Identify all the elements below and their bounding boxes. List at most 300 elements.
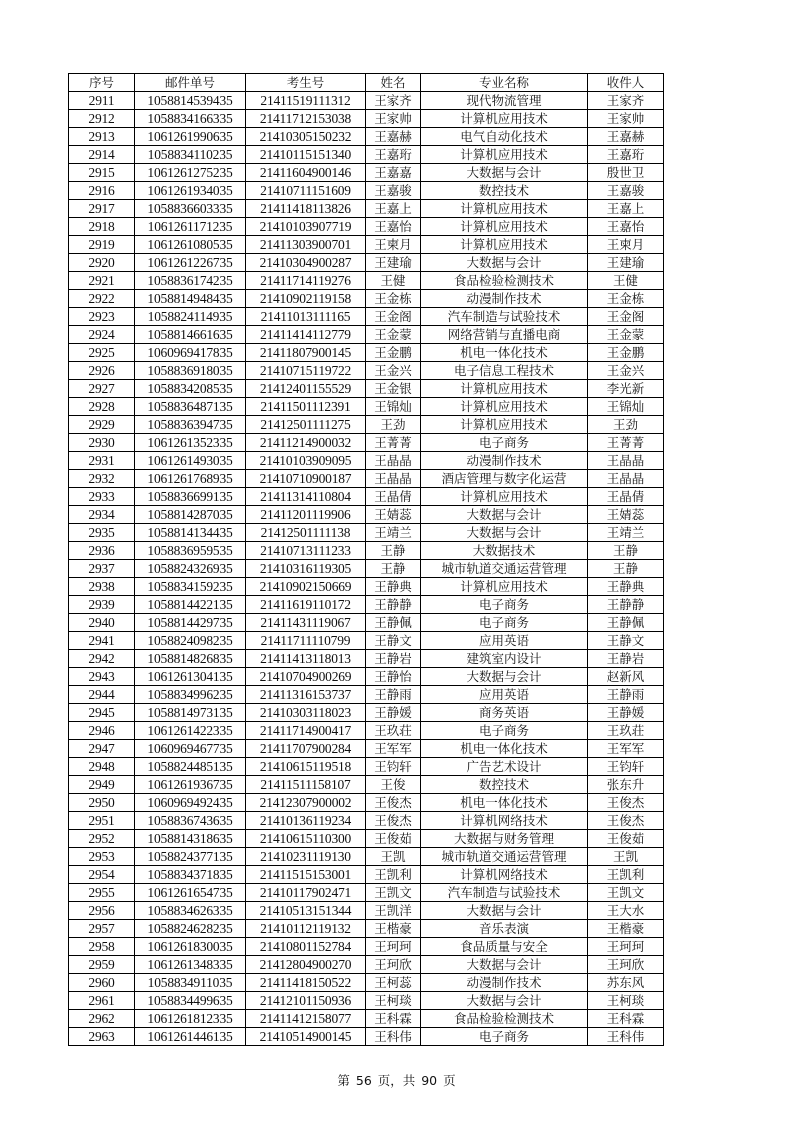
cell-serial-number: 2942	[69, 650, 135, 668]
cell-major: 动漫制作技术	[421, 290, 588, 308]
cell-recipient: 张东升	[588, 776, 664, 794]
cell-mail-number: 1058834110235	[135, 146, 246, 164]
cell-major: 机电一体化技术	[421, 740, 588, 758]
cell-mail-number: 1058834626335	[135, 902, 246, 920]
cell-candidate-number: 21411515153001	[246, 866, 366, 884]
cell-candidate-number: 21411619110172	[246, 596, 366, 614]
cell-major: 汽车制造与试验技术	[421, 308, 588, 326]
cell-recipient: 王靖兰	[588, 524, 664, 542]
cell-recipient: 王静	[588, 542, 664, 560]
cell-serial-number: 2911	[69, 92, 135, 110]
table-row	[69, 542, 664, 560]
cell-name: 王静雨	[366, 686, 421, 704]
table-row	[69, 128, 664, 146]
cell-recipient: 王科伟	[588, 1028, 664, 1046]
cell-major: 食品检验检测技术	[421, 272, 588, 290]
cell-candidate-number: 21411711110799	[246, 632, 366, 650]
table-row	[69, 398, 664, 416]
cell-major: 大数据与会计	[421, 254, 588, 272]
cell-major: 计算机应用技术	[421, 218, 588, 236]
cell-mail-number: 1061261768935	[135, 470, 246, 488]
table-row	[69, 146, 664, 164]
cell-serial-number: 2955	[69, 884, 135, 902]
cell-serial-number: 2924	[69, 326, 135, 344]
cell-mail-number: 1058836603335	[135, 200, 246, 218]
cell-mail-number: 1058834371835	[135, 866, 246, 884]
cell-major: 计算机应用技术	[421, 380, 588, 398]
cell-major: 大数据与会计	[421, 668, 588, 686]
cell-mail-number: 1058836959535	[135, 542, 246, 560]
cell-name: 王静	[366, 542, 421, 560]
cell-mail-number: 1058814429735	[135, 614, 246, 632]
table-row	[69, 776, 664, 794]
cell-candidate-number: 21410715119722	[246, 362, 366, 380]
cell-serial-number: 2920	[69, 254, 135, 272]
cell-serial-number: 2932	[69, 470, 135, 488]
table-row	[69, 560, 664, 578]
table-row	[69, 830, 664, 848]
cell-candidate-number: 21411414112779	[246, 326, 366, 344]
cell-recipient: 王柬月	[588, 236, 664, 254]
cell-recipient: 王凯文	[588, 884, 664, 902]
cell-name: 王金阁	[366, 308, 421, 326]
cell-name: 王靖兰	[366, 524, 421, 542]
cell-recipient: 王嘉上	[588, 200, 664, 218]
cell-major: 计算机网络技术	[421, 812, 588, 830]
cell-serial-number: 2918	[69, 218, 135, 236]
cell-serial-number: 2930	[69, 434, 135, 452]
cell-candidate-number: 21410514900145	[246, 1028, 366, 1046]
cell-recipient: 王晶倩	[588, 488, 664, 506]
cell-recipient: 王建瑜	[588, 254, 664, 272]
cell-candidate-number: 21411316153737	[246, 686, 366, 704]
table-row	[69, 200, 664, 218]
cell-candidate-number: 21410713111233	[246, 542, 366, 560]
cell-major: 城市轨道交通运营管理	[421, 848, 588, 866]
cell-name: 王凯利	[366, 866, 421, 884]
cell-serial-number: 2959	[69, 956, 135, 974]
cell-name: 王静	[366, 560, 421, 578]
cell-serial-number: 2963	[69, 1028, 135, 1046]
page-number-footer: 第 56 页，共 90 页	[337, 1073, 456, 1088]
cell-candidate-number: 21410103907719	[246, 218, 366, 236]
cell-candidate-number: 21411013111165	[246, 308, 366, 326]
table-row	[69, 164, 664, 182]
cell-serial-number: 2949	[69, 776, 135, 794]
cell-recipient: 王钧轩	[588, 758, 664, 776]
cell-recipient: 王嘉珩	[588, 146, 664, 164]
table-row	[69, 632, 664, 650]
cell-recipient: 王静雨	[588, 686, 664, 704]
cell-candidate-number: 21410115151340	[246, 146, 366, 164]
cell-serial-number: 2919	[69, 236, 135, 254]
cell-candidate-number: 21412101150936	[246, 992, 366, 1010]
cell-name: 王柯琰	[366, 992, 421, 1010]
table-row	[69, 308, 664, 326]
cell-name: 王静典	[366, 578, 421, 596]
cell-candidate-number: 21412501111138	[246, 524, 366, 542]
cell-recipient: 殷世卫	[588, 164, 664, 182]
cell-name: 王静佩	[366, 614, 421, 632]
cell-mail-number: 1058814287035	[135, 506, 246, 524]
table-row	[69, 902, 664, 920]
cell-major: 计算机应用技术	[421, 146, 588, 164]
cell-serial-number: 2917	[69, 200, 135, 218]
cell-candidate-number: 21410615119518	[246, 758, 366, 776]
cell-recipient: 王金兴	[588, 362, 664, 380]
table-row	[69, 326, 664, 344]
cell-recipient: 王俊杰	[588, 812, 664, 830]
cell-mail-number: 1061261348335	[135, 956, 246, 974]
table-row	[69, 920, 664, 938]
table-row	[69, 578, 664, 596]
cell-serial-number: 2935	[69, 524, 135, 542]
cell-name: 王静媛	[366, 704, 421, 722]
cell-candidate-number: 21410902150669	[246, 578, 366, 596]
cell-serial-number: 2925	[69, 344, 135, 362]
table-row	[69, 434, 664, 452]
cell-candidate-number: 21410801152784	[246, 938, 366, 956]
cell-candidate-number: 21411303900701	[246, 236, 366, 254]
cell-serial-number: 2913	[69, 128, 135, 146]
cell-serial-number: 2945	[69, 704, 135, 722]
cell-major: 计算机应用技术	[421, 578, 588, 596]
cell-candidate-number: 21410316119305	[246, 560, 366, 578]
cell-mail-number: 1058824326935	[135, 560, 246, 578]
cell-recipient: 王凯利	[588, 866, 664, 884]
cell-recipient: 王俊茹	[588, 830, 664, 848]
cell-name: 王建瑜	[366, 254, 421, 272]
cell-mail-number: 1058814539435	[135, 92, 246, 110]
cell-mail-number: 1058836174235	[135, 272, 246, 290]
cell-name: 王柯蕊	[366, 974, 421, 992]
cell-serial-number: 2944	[69, 686, 135, 704]
cell-name: 王金鹏	[366, 344, 421, 362]
cell-mail-number: 1061261830035	[135, 938, 246, 956]
cell-candidate-number: 21410304900287	[246, 254, 366, 272]
cell-name: 王玖荘	[366, 722, 421, 740]
cell-major: 酒店管理与数字化运营	[421, 470, 588, 488]
cell-mail-number: 1061261171235	[135, 218, 246, 236]
table-row	[69, 938, 664, 956]
cell-candidate-number: 21410231119130	[246, 848, 366, 866]
table-row	[69, 740, 664, 758]
cell-major: 动漫制作技术	[421, 974, 588, 992]
cell-recipient: 王珂欣	[588, 956, 664, 974]
cell-candidate-number: 21411214900032	[246, 434, 366, 452]
cell-candidate-number: 21411707900284	[246, 740, 366, 758]
cell-mail-number: 1060969492435	[135, 794, 246, 812]
cell-name: 王俊杰	[366, 812, 421, 830]
cell-candidate-number: 21412804900270	[246, 956, 366, 974]
cell-serial-number: 2931	[69, 452, 135, 470]
cell-major: 大数据与会计	[421, 524, 588, 542]
cell-serial-number: 2948	[69, 758, 135, 776]
cell-name: 王静岩	[366, 650, 421, 668]
cell-name: 王劲	[366, 416, 421, 434]
cell-mail-number: 1061261275235	[135, 164, 246, 182]
cell-name: 王钧轩	[366, 758, 421, 776]
cell-recipient: 王大水	[588, 902, 664, 920]
header-recipient: 收件人	[588, 74, 664, 92]
table-row	[69, 1028, 664, 1046]
cell-mail-number: 1058834499635	[135, 992, 246, 1010]
cell-candidate-number: 21411418113826	[246, 200, 366, 218]
table-header-row	[69, 74, 664, 92]
cell-candidate-number: 21410902119158	[246, 290, 366, 308]
cell-serial-number: 2934	[69, 506, 135, 524]
cell-major: 建筑室内设计	[421, 650, 588, 668]
cell-recipient: 王家齐	[588, 92, 664, 110]
cell-candidate-number: 21411604900146	[246, 164, 366, 182]
table-row	[69, 110, 664, 128]
cell-major: 电子商务	[421, 434, 588, 452]
cell-recipient: 王玖荘	[588, 722, 664, 740]
table-row	[69, 506, 664, 524]
cell-major: 商务英语	[421, 704, 588, 722]
cell-major: 城市轨道交通运营管理	[421, 560, 588, 578]
cell-recipient: 王锦灿	[588, 398, 664, 416]
cell-recipient: 王劲	[588, 416, 664, 434]
cell-major: 电子商务	[421, 1028, 588, 1046]
cell-candidate-number: 21410303118023	[246, 704, 366, 722]
table-row	[69, 668, 664, 686]
cell-mail-number: 1058814948435	[135, 290, 246, 308]
cell-mail-number: 1058824377135	[135, 848, 246, 866]
cell-recipient: 王静典	[588, 578, 664, 596]
cell-serial-number: 2939	[69, 596, 135, 614]
cell-name: 王柬月	[366, 236, 421, 254]
cell-serial-number: 2950	[69, 794, 135, 812]
cell-serial-number: 2941	[69, 632, 135, 650]
table-row	[69, 92, 664, 110]
cell-candidate-number: 21412307900002	[246, 794, 366, 812]
cell-serial-number: 2937	[69, 560, 135, 578]
cell-major: 计算机网络技术	[421, 866, 588, 884]
cell-serial-number: 2940	[69, 614, 135, 632]
table-row	[69, 884, 664, 902]
table-row	[69, 470, 664, 488]
cell-major: 大数据与会计	[421, 956, 588, 974]
cell-candidate-number: 21411519111312	[246, 92, 366, 110]
cell-serial-number: 2916	[69, 182, 135, 200]
cell-name: 王珂欣	[366, 956, 421, 974]
table-row	[69, 704, 664, 722]
cell-mail-number: 1061261226735	[135, 254, 246, 272]
table-row	[69, 236, 664, 254]
table-row	[69, 272, 664, 290]
cell-recipient: 王菁菁	[588, 434, 664, 452]
cell-name: 王健	[366, 272, 421, 290]
cell-mail-number: 1058814973135	[135, 704, 246, 722]
cell-name: 王家帅	[366, 110, 421, 128]
cell-name: 王嘉怡	[366, 218, 421, 236]
cell-serial-number: 2960	[69, 974, 135, 992]
cell-major: 数控技术	[421, 182, 588, 200]
cell-mail-number: 1061261812335	[135, 1010, 246, 1028]
cell-name: 王凯文	[366, 884, 421, 902]
cell-recipient: 王晶晶	[588, 452, 664, 470]
header-candidate-number: 考生号	[246, 74, 366, 92]
cell-candidate-number: 21411712153038	[246, 110, 366, 128]
cell-candidate-number: 21411511158107	[246, 776, 366, 794]
cell-mail-number: 1058824485135	[135, 758, 246, 776]
cell-major: 网络营销与直播电商	[421, 326, 588, 344]
cell-serial-number: 2929	[69, 416, 135, 434]
cell-major: 大数据与会计	[421, 902, 588, 920]
cell-serial-number: 2952	[69, 830, 135, 848]
cell-name: 王科霖	[366, 1010, 421, 1028]
cell-recipient: 王嘉骏	[588, 182, 664, 200]
table-row	[69, 1010, 664, 1028]
cell-serial-number: 2956	[69, 902, 135, 920]
cell-name: 王静静	[366, 596, 421, 614]
cell-mail-number: 1061261446135	[135, 1028, 246, 1046]
cell-mail-number: 1061261080535	[135, 236, 246, 254]
cell-mail-number: 1058814318635	[135, 830, 246, 848]
header-major: 专业名称	[421, 74, 588, 92]
cell-recipient: 王静	[588, 560, 664, 578]
cell-name: 王嘉赫	[366, 128, 421, 146]
table-row	[69, 452, 664, 470]
cell-major: 汽车制造与试验技术	[421, 884, 588, 902]
cell-major: 广告艺术设计	[421, 758, 588, 776]
cell-recipient: 王金鹏	[588, 344, 664, 362]
cell-mail-number: 1060969467735	[135, 740, 246, 758]
table-row	[69, 992, 664, 1010]
cell-major: 计算机应用技术	[421, 200, 588, 218]
cell-mail-number: 1060969417835	[135, 344, 246, 362]
cell-name: 王金栋	[366, 290, 421, 308]
table-row	[69, 722, 664, 740]
table-row	[69, 524, 664, 542]
cell-serial-number: 2947	[69, 740, 135, 758]
cell-candidate-number: 21411314110804	[246, 488, 366, 506]
table-row	[69, 794, 664, 812]
table-row	[69, 290, 664, 308]
cell-name: 王家齐	[366, 92, 421, 110]
cell-candidate-number: 21410103909095	[246, 452, 366, 470]
cell-name: 王晶倩	[366, 488, 421, 506]
cell-mail-number: 1058824628235	[135, 920, 246, 938]
cell-mail-number: 1061261304135	[135, 668, 246, 686]
table-row	[69, 218, 664, 236]
cell-major: 电子商务	[421, 614, 588, 632]
table-row	[69, 614, 664, 632]
cell-major: 电子商务	[421, 596, 588, 614]
cell-candidate-number: 21410710900187	[246, 470, 366, 488]
cell-name: 王金蒙	[366, 326, 421, 344]
cell-candidate-number: 21410513151344	[246, 902, 366, 920]
cell-recipient: 王金阁	[588, 308, 664, 326]
cell-serial-number: 2912	[69, 110, 135, 128]
cell-mail-number: 1061261990635	[135, 128, 246, 146]
cell-name: 王静文	[366, 632, 421, 650]
cell-candidate-number: 21411418150522	[246, 974, 366, 992]
cell-recipient: 王晶晶	[588, 470, 664, 488]
cell-recipient: 王嘉赫	[588, 128, 664, 146]
cell-recipient: 王俊杰	[588, 794, 664, 812]
cell-serial-number: 2923	[69, 308, 135, 326]
cell-name: 王金兴	[366, 362, 421, 380]
table-row	[69, 362, 664, 380]
table-row	[69, 416, 664, 434]
cell-recipient: 王静文	[588, 632, 664, 650]
cell-mail-number: 1058814826835	[135, 650, 246, 668]
cell-mail-number: 1058834996235	[135, 686, 246, 704]
cell-serial-number: 2914	[69, 146, 135, 164]
cell-recipient: 王家帅	[588, 110, 664, 128]
cell-candidate-number: 21410117902471	[246, 884, 366, 902]
cell-serial-number: 2943	[69, 668, 135, 686]
cell-recipient: 王静岩	[588, 650, 664, 668]
cell-serial-number: 2936	[69, 542, 135, 560]
cell-serial-number: 2951	[69, 812, 135, 830]
cell-name: 王晶晶	[366, 470, 421, 488]
cell-major: 数控技术	[421, 776, 588, 794]
cell-name: 王凯洋	[366, 902, 421, 920]
cell-recipient: 王凯	[588, 848, 664, 866]
table-row	[69, 596, 664, 614]
cell-recipient: 苏东风	[588, 974, 664, 992]
cell-name: 王俊杰	[366, 794, 421, 812]
cell-mail-number: 1061261422335	[135, 722, 246, 740]
cell-candidate-number: 21410711151609	[246, 182, 366, 200]
cell-candidate-number: 21412501111275	[246, 416, 366, 434]
cell-mail-number: 1061261934035	[135, 182, 246, 200]
table-row	[69, 488, 664, 506]
cell-mail-number: 1058814422135	[135, 596, 246, 614]
table-row	[69, 380, 664, 398]
cell-serial-number: 2928	[69, 398, 135, 416]
table-row	[69, 182, 664, 200]
cell-serial-number: 2938	[69, 578, 135, 596]
cell-major: 电子商务	[421, 722, 588, 740]
cell-mail-number: 1061261352335	[135, 434, 246, 452]
table-row	[69, 866, 664, 884]
cell-mail-number: 1061261493035	[135, 452, 246, 470]
table-row	[69, 650, 664, 668]
cell-major: 食品检验检测技术	[421, 1010, 588, 1028]
cell-recipient: 王珂珂	[588, 938, 664, 956]
cell-name: 王军军	[366, 740, 421, 758]
cell-candidate-number: 21410136119234	[246, 812, 366, 830]
cell-name: 王俊茹	[366, 830, 421, 848]
cell-mail-number: 1058834208535	[135, 380, 246, 398]
cell-name: 王嘉骏	[366, 182, 421, 200]
cell-recipient: 李光新	[588, 380, 664, 398]
cell-name: 王凯	[366, 848, 421, 866]
cell-name: 王楷豪	[366, 920, 421, 938]
cell-candidate-number: 21411714119276	[246, 272, 366, 290]
cell-recipient: 王婧蕊	[588, 506, 664, 524]
table-row	[69, 344, 664, 362]
cell-candidate-number: 21411412158077	[246, 1010, 366, 1028]
cell-major: 机电一体化技术	[421, 794, 588, 812]
header-serial-number: 序号	[69, 74, 135, 92]
table-row	[69, 254, 664, 272]
cell-serial-number: 2961	[69, 992, 135, 1010]
cell-serial-number: 2958	[69, 938, 135, 956]
cell-serial-number: 2962	[69, 1010, 135, 1028]
cell-recipient: 王军军	[588, 740, 664, 758]
cell-mail-number: 1058814661635	[135, 326, 246, 344]
cell-mail-number: 1058836918035	[135, 362, 246, 380]
cell-name: 王金银	[366, 380, 421, 398]
table-row	[69, 758, 664, 776]
cell-serial-number: 2921	[69, 272, 135, 290]
cell-name: 王静怡	[366, 668, 421, 686]
